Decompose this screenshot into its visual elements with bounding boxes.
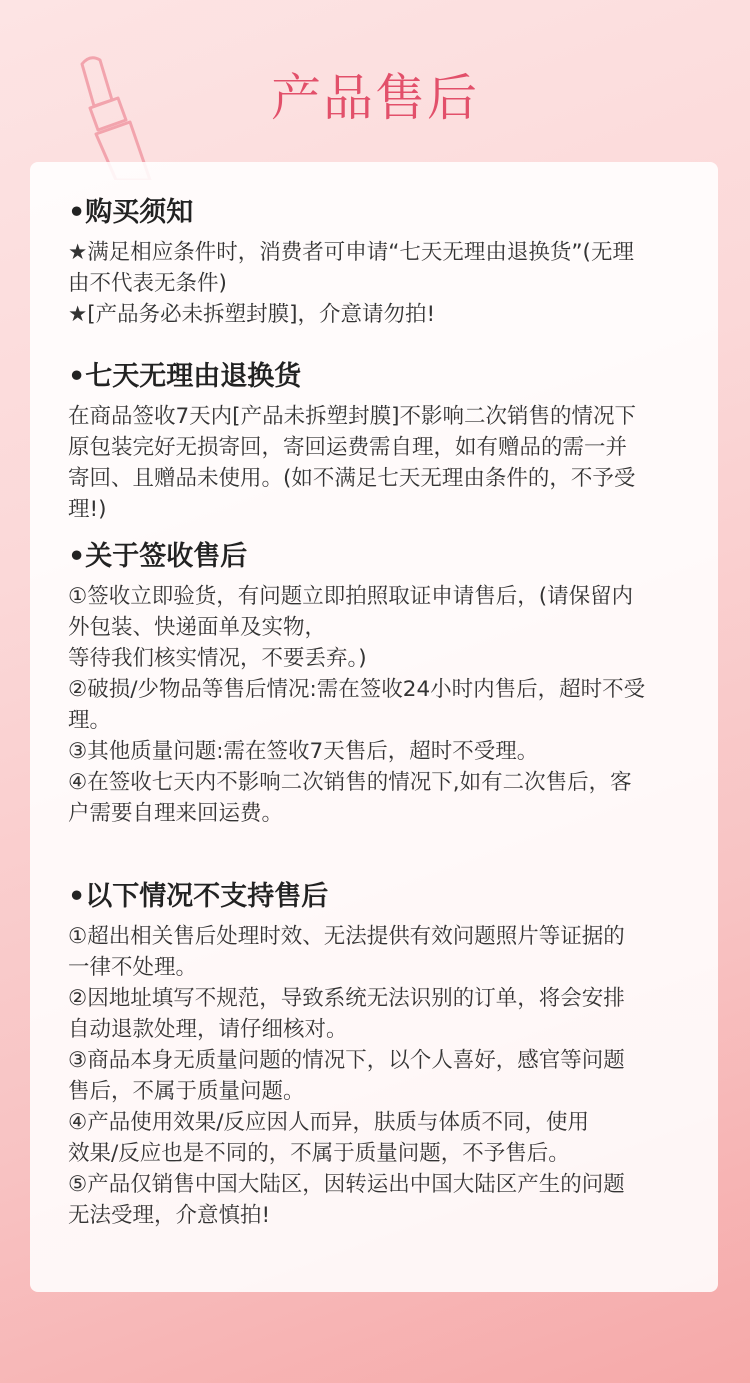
text-line: 由不代表无条件) xyxy=(68,271,227,296)
text-line: 自动退款处理，请仔细核对。 xyxy=(68,1017,348,1042)
text-line: 效果/反应也是不同的，不属于质量问题，不予售后。 xyxy=(68,1141,570,1166)
text-line: ⑤产品仅销售中国大陆区，因转运出中国大陆区产生的问题 xyxy=(68,1172,625,1197)
text-line: ④产品使用效果/反应因人而异，肤质与体质不同，使用 xyxy=(68,1110,590,1135)
text-line: ③其他质量问题:需在签收7天售后，超时不受理。 xyxy=(68,739,539,764)
text-line: 售后，不属于质量问题。 xyxy=(68,1079,305,1104)
section-heading: •购买须知 xyxy=(68,197,194,228)
text-line: 理!) xyxy=(68,497,107,522)
section-heading: •七天无理由退换货 xyxy=(68,361,302,392)
section-not-supported xyxy=(68,879,690,1231)
text-line: ④在签收七天内不影响二次销售的情况下,如有二次售后，客 xyxy=(68,770,632,795)
text-line: 寄回、且赠品未使用。(如不满足七天无理由条件的，不予受 xyxy=(68,466,636,491)
text-line: ★满足相应条件时，消费者可申请“七天无理由退换货”(无理 xyxy=(68,240,634,265)
text-line: ★[产品务必未拆塑封膜]，介意请勿拍! xyxy=(68,302,436,327)
text-line: 一律不处理。 xyxy=(68,955,198,980)
section-purchase-notice xyxy=(68,195,690,330)
text-line: ①超出相关售后处理时效、无法提供有效问题照片等证据的 xyxy=(68,924,625,949)
text-line: ②破损/少物品等售后情况:需在签收24小时内售后，超时不受 xyxy=(68,677,646,702)
text-line: 原包装完好无损寄回，寄回运费需自理，如有赠品的需一并 xyxy=(68,435,628,460)
section-after-sign xyxy=(68,539,690,829)
text-line: 外包装、快递面单及实物， xyxy=(68,615,327,640)
page-title: 产品售后 xyxy=(271,69,479,127)
text-line: ①签收立即验货，有问题立即拍照取证申请售后，(请保留内 xyxy=(68,584,634,609)
text-line: 理。 xyxy=(68,708,112,733)
text-line: 等待我们核实情况，不要丢弃。) xyxy=(68,646,367,671)
section-seven-day-return xyxy=(68,359,690,525)
text-line: ②因地址填写不规范，导致系统无法识别的订单，将会安排 xyxy=(68,986,625,1011)
text-line: ③商品本身无质量问题的情况下，以个人喜好，感官等问题 xyxy=(68,1048,625,1073)
text-line: 在商品签收7天内[产品未拆塑封膜]不影响二次销售的情况下 xyxy=(68,404,636,429)
section-heading: •关于签收售后 xyxy=(68,541,248,572)
text-line: 户需要自理来回运费。 xyxy=(68,801,284,826)
content-card xyxy=(30,162,718,1292)
section-heading: •以下情况不支持售后 xyxy=(68,881,329,912)
text-line: 无法受理，介意慎拍! xyxy=(68,1203,271,1228)
